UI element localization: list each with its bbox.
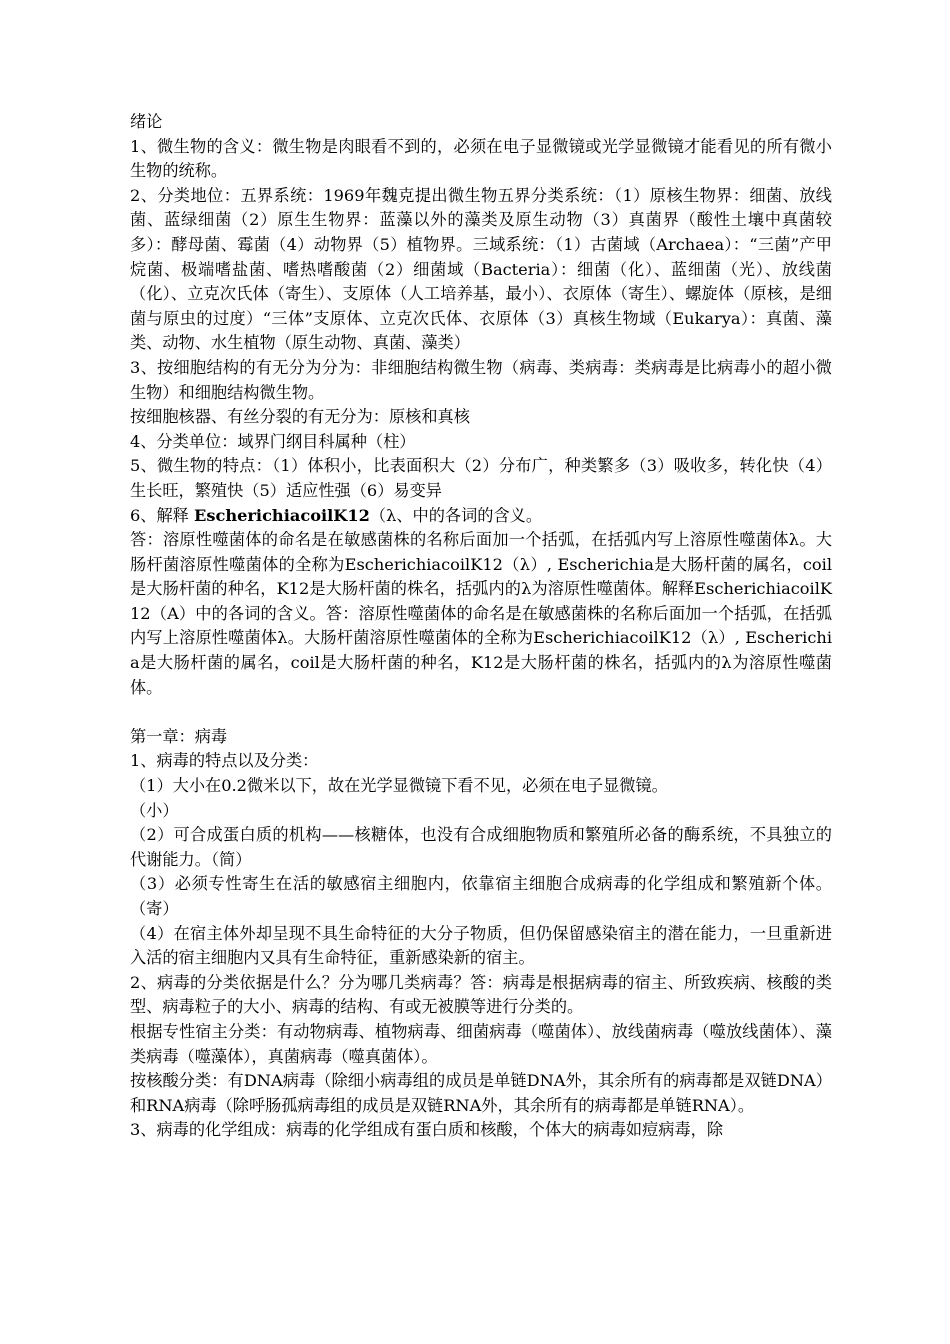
- chapter1-feature-1-tag: （小）: [130, 800, 179, 820]
- intro-paragraph-7: [130, 504, 832, 529]
- intro-paragraph-7-prefix: 6、解释: [130, 505, 195, 525]
- document-page: [130, 110, 832, 1143]
- chapter1-question-3: 3、病毒的化学组成：病毒的化学组成有蛋白质和核酸，个体大的病毒如痘病毒，除: [130, 1120, 724, 1140]
- intro-paragraph-7-suffix: （λ、中的各词的含义。: [369, 505, 543, 525]
- chapter1-title: 第一章：病毒: [130, 726, 228, 746]
- chapter1-question-1: 1、病毒的特点以及分类：: [130, 751, 319, 771]
- intro-paragraph-2: 2、分类地位：五界系统：1969年魏克提出微生物五界分类系统：（1）原核生物界：细菌、放线菌、蓝绿细菌（2）原生生物界：蓝藻以外的藻类及原生动物（3）真菌界（酸性土壤中真菌较多）：酵母菌、霉菌（4）动物界（5）植物界。三域系统：（1）古菌域（Archaea）：“三菌”产甲烷菌、极端嗜盐菌、嗜热嗜酸菌（2）细菌域（Bacteria）：细菌（化）、蓝细菌（光）、放线菌（化）、立克次氏体（寄生）、支原体（人工培养基，最小）、衣原体（寄生）、螺旋体（原核，是细菌与原虫的过度）“三体”支原体、立克次氏体、衣原体（3）真核生物域（Eukarya）：真菌、藻类、动物、水生植物（原生动物、真菌、藻类）: [130, 185, 832, 353]
- chapter1-feature-1: （1）大小在0.2微米以下，故在光学显微镜下看不见，必须在电子显微镜。: [130, 776, 668, 796]
- intro-paragraph-1: 1、微生物的含义：微生物是肉眼看不到的，必须在电子显微镜或光学显微镜才能看见的所有微小生物的统称。: [130, 136, 832, 181]
- intro-title: 绪论: [130, 112, 163, 131]
- chapter1-feature-3: （3）必须专性寄生在活的敏感宿主细胞内，依靠宿主细胞合成病毒的化学组成和繁殖新个体。（寄）: [130, 874, 832, 918]
- intro-paragraph-7-bold: EscherichiacoilK12: [194, 505, 370, 525]
- intro-paragraph-8: 答：溶原性噬菌体的命名是在敏感菌株的名称后面加一个括弧，在括弧内写上溶原性噬菌体λ。大肠杆菌溶原性噬菌体的全称为EscherichiacoilK12（λ）, Escherichia是大肠杆菌的属名，coil是大肠杆菌的种名，K12是大肠杆菌的株名，括弧内的λ为溶原性噬菌体。解释EscherichiacoilK12（A）中的各词的含义。答：溶原性噬菌体的命名是在敏感菌株的名称后面加一个括弧，在括弧内写上溶原性噬菌体λ。大肠杆菌溶原性噬菌体的全称为EscherichiacoilK12（λ）, Escherichia是大肠杆菌的属名，coil是大肠杆菌的种名，K12是大肠杆菌的株名，括弧内的λ为溶原性噬菌体。: [130, 530, 832, 697]
- chapter1-feature-4: （4）在宿主体外却呈现不具生命特征的大分子物质，但仍保留感染宿主的潜在能力，一旦重新进入活的宿主细胞内又具有生命特征，重新感染新的宿主。: [130, 923, 832, 968]
- intro-paragraph-6: 5、微生物的特点：（1）体积小，比表面积大（2）分布广，种类繁多（3）吸收多，转化快（4）生长旺，繁殖快（5）适应性强（6）易变异: [130, 456, 832, 500]
- chapter1-question-2: 2、病毒的分类依据是什么？分为哪几类病毒？答：病毒是根据病毒的宿主、所致疾病、核酸的类型、病毒粒子的大小、病毒的结构、有或无被膜等进行分类的。: [130, 972, 832, 1017]
- intro-paragraph-4: 按细胞核器、有丝分裂的有无分为：原核和真核: [130, 407, 470, 427]
- chapter1-feature-2: （2）可合成蛋白质的机构——核糖体，也没有合成细胞物质和繁殖所必备的酶系统，不具独立的代谢能力。（简）: [130, 825, 832, 869]
- intro-paragraph-5: 4、分类单位：域界门纲目科属种（柱）: [130, 431, 416, 451]
- section-gap: [130, 700, 832, 725]
- chapter1-host-classification: 根据专性宿主分类：有动物病毒、植物病毒、细菌病毒（噬菌体）、放线菌病毒（噬放线菌体）、藻类病毒（噬藻体），真菌病毒（噬真菌体）。: [130, 1021, 832, 1066]
- intro-paragraph-3: 3、按细胞结构的有无分为分为：非细胞结构微生物（病毒、类病毒：类病毒是比病毒小的超小微生物）和细胞结构微生物。: [130, 357, 832, 402]
- chapter1-nucleic-classification: 按核酸分类：有DNA病毒（除细小病毒组的成员是单链DNA外，其余所有的病毒都是双链DNA）和RNA病毒（除呼肠孤病毒组的成员是双链RNA外，其余所有的病毒都是单链RNA）。: [130, 1071, 832, 1115]
